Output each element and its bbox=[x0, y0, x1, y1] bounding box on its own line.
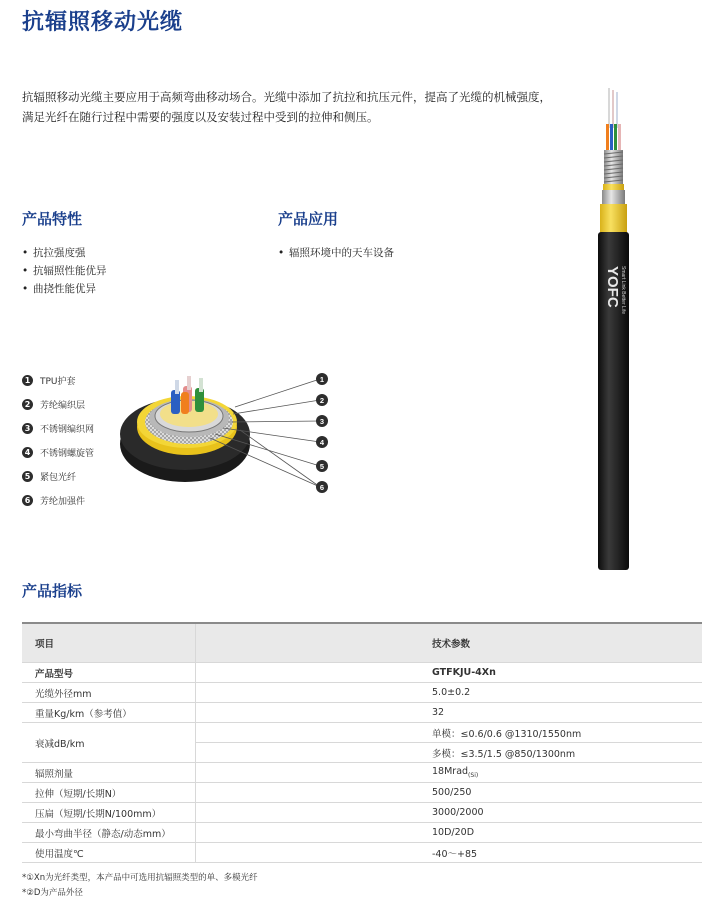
legend-label: 不锈钢螺旋管 bbox=[40, 448, 95, 459]
row-value-cell bbox=[196, 763, 703, 783]
table-row bbox=[22, 723, 702, 743]
cable-brand-text: YOFC bbox=[604, 266, 621, 308]
legend-label: TPU护套 bbox=[40, 376, 76, 387]
table-header-row bbox=[22, 623, 702, 663]
row-value: GTFKJU-4Xn bbox=[196, 663, 703, 683]
legend-label: 紧包光纤 bbox=[40, 472, 77, 483]
row-item: 压扁（短期/长期N/100mm） bbox=[22, 803, 196, 823]
table-row bbox=[22, 703, 702, 723]
table-row bbox=[22, 663, 702, 683]
row-value: 18Mrad bbox=[432, 766, 469, 778]
row-value: 单模：≤0.6/0.6 @1310/1550nm bbox=[196, 723, 703, 743]
legend-number: 6 bbox=[22, 495, 33, 506]
spec-table bbox=[22, 622, 702, 863]
callout-number: 5 bbox=[319, 462, 325, 471]
application-item: • 辐照环境中的天车设备 bbox=[278, 244, 394, 262]
legend-number: 2 bbox=[22, 399, 33, 410]
table-row bbox=[22, 763, 702, 783]
intro-paragraph: 抗辐照移动光缆主要应用于高频弯曲移动场合。光缆中添加了抗拉和抗压元件，提高了光缆的机械强度，满足光纤在随行过程中需要的强度以及安装过程中受到的拉伸和侧压。 bbox=[22, 90, 551, 124]
row-item: 光缆外径mm bbox=[22, 683, 196, 703]
legend-label: 不锈钢编织网 bbox=[40, 424, 95, 435]
feature-item: • 抗辐照性能优异 bbox=[22, 262, 107, 280]
callout-number: 4 bbox=[319, 438, 325, 447]
row-value: 多模：≤3.5/1.5 @850/1300nm bbox=[196, 743, 703, 763]
column-header-item: 项目 bbox=[22, 623, 196, 663]
applications-heading: 产品应用 bbox=[278, 210, 339, 228]
legend-label: 芳纶编织层 bbox=[40, 400, 86, 411]
legend-item bbox=[22, 440, 94, 464]
row-value: 3000/2000 bbox=[196, 803, 703, 823]
specs-heading: 产品指标 bbox=[22, 582, 83, 600]
row-item: 重量Kg/km（参考值） bbox=[22, 703, 196, 723]
footnote: *②D为产品外径 bbox=[22, 888, 83, 898]
row-item: 使用温度℃ bbox=[22, 843, 196, 863]
callout-number: 1 bbox=[319, 375, 325, 384]
row-value: 5.0±0.2 bbox=[196, 683, 703, 703]
features-list bbox=[22, 244, 107, 298]
legend-number: 3 bbox=[22, 423, 33, 434]
row-value: -40～+85 bbox=[196, 843, 703, 863]
row-item: 产品型号 bbox=[22, 663, 196, 683]
legend-label: 芳纶加强件 bbox=[40, 496, 86, 507]
cable-slogan-text: Smart Link Better Life bbox=[620, 266, 626, 315]
callout-number: 6 bbox=[319, 483, 325, 492]
table-row bbox=[22, 823, 702, 843]
cable-cross-section-illustration bbox=[115, 362, 340, 502]
row-item: 辐照剂量 bbox=[22, 763, 196, 783]
column-header-value: 技术参数 bbox=[196, 623, 703, 663]
legend-item bbox=[22, 416, 94, 440]
legend-item bbox=[22, 464, 94, 488]
row-value: 10D/20D bbox=[196, 823, 703, 843]
row-value: 500/250 bbox=[196, 783, 703, 803]
cable-product-image bbox=[586, 88, 646, 572]
table-row bbox=[22, 783, 702, 803]
table-row bbox=[22, 843, 702, 863]
legend-number: 1 bbox=[22, 375, 33, 386]
legend-number: 5 bbox=[22, 471, 33, 482]
structure-legend bbox=[22, 368, 94, 512]
legend-item bbox=[22, 488, 94, 512]
legend-number: 4 bbox=[22, 447, 33, 458]
callout-number: 3 bbox=[319, 417, 325, 426]
row-value-subscript: (Si) bbox=[468, 771, 479, 779]
row-item: 拉伸（短期/长期N） bbox=[22, 783, 196, 803]
legend-item bbox=[22, 392, 94, 416]
feature-item: • 曲挠性能优异 bbox=[22, 280, 107, 298]
feature-item: • 抗拉强度强 bbox=[22, 244, 107, 262]
features-heading: 产品特性 bbox=[22, 210, 83, 228]
row-item: 衰减dB/km bbox=[22, 723, 196, 763]
footnote: *①Xn为光纤类型，本产品中可选用抗辐照类型的单、多模光纤 bbox=[22, 873, 258, 883]
applications-list bbox=[278, 244, 394, 262]
page-title: 抗辐照移动光缆 bbox=[22, 10, 184, 35]
legend-item bbox=[22, 368, 94, 392]
table-row bbox=[22, 803, 702, 823]
row-item: 最小弯曲半径（静态/动态mm） bbox=[22, 823, 196, 843]
table-row bbox=[22, 683, 702, 703]
row-value: 32 bbox=[196, 703, 703, 723]
callout-number: 2 bbox=[319, 396, 325, 405]
